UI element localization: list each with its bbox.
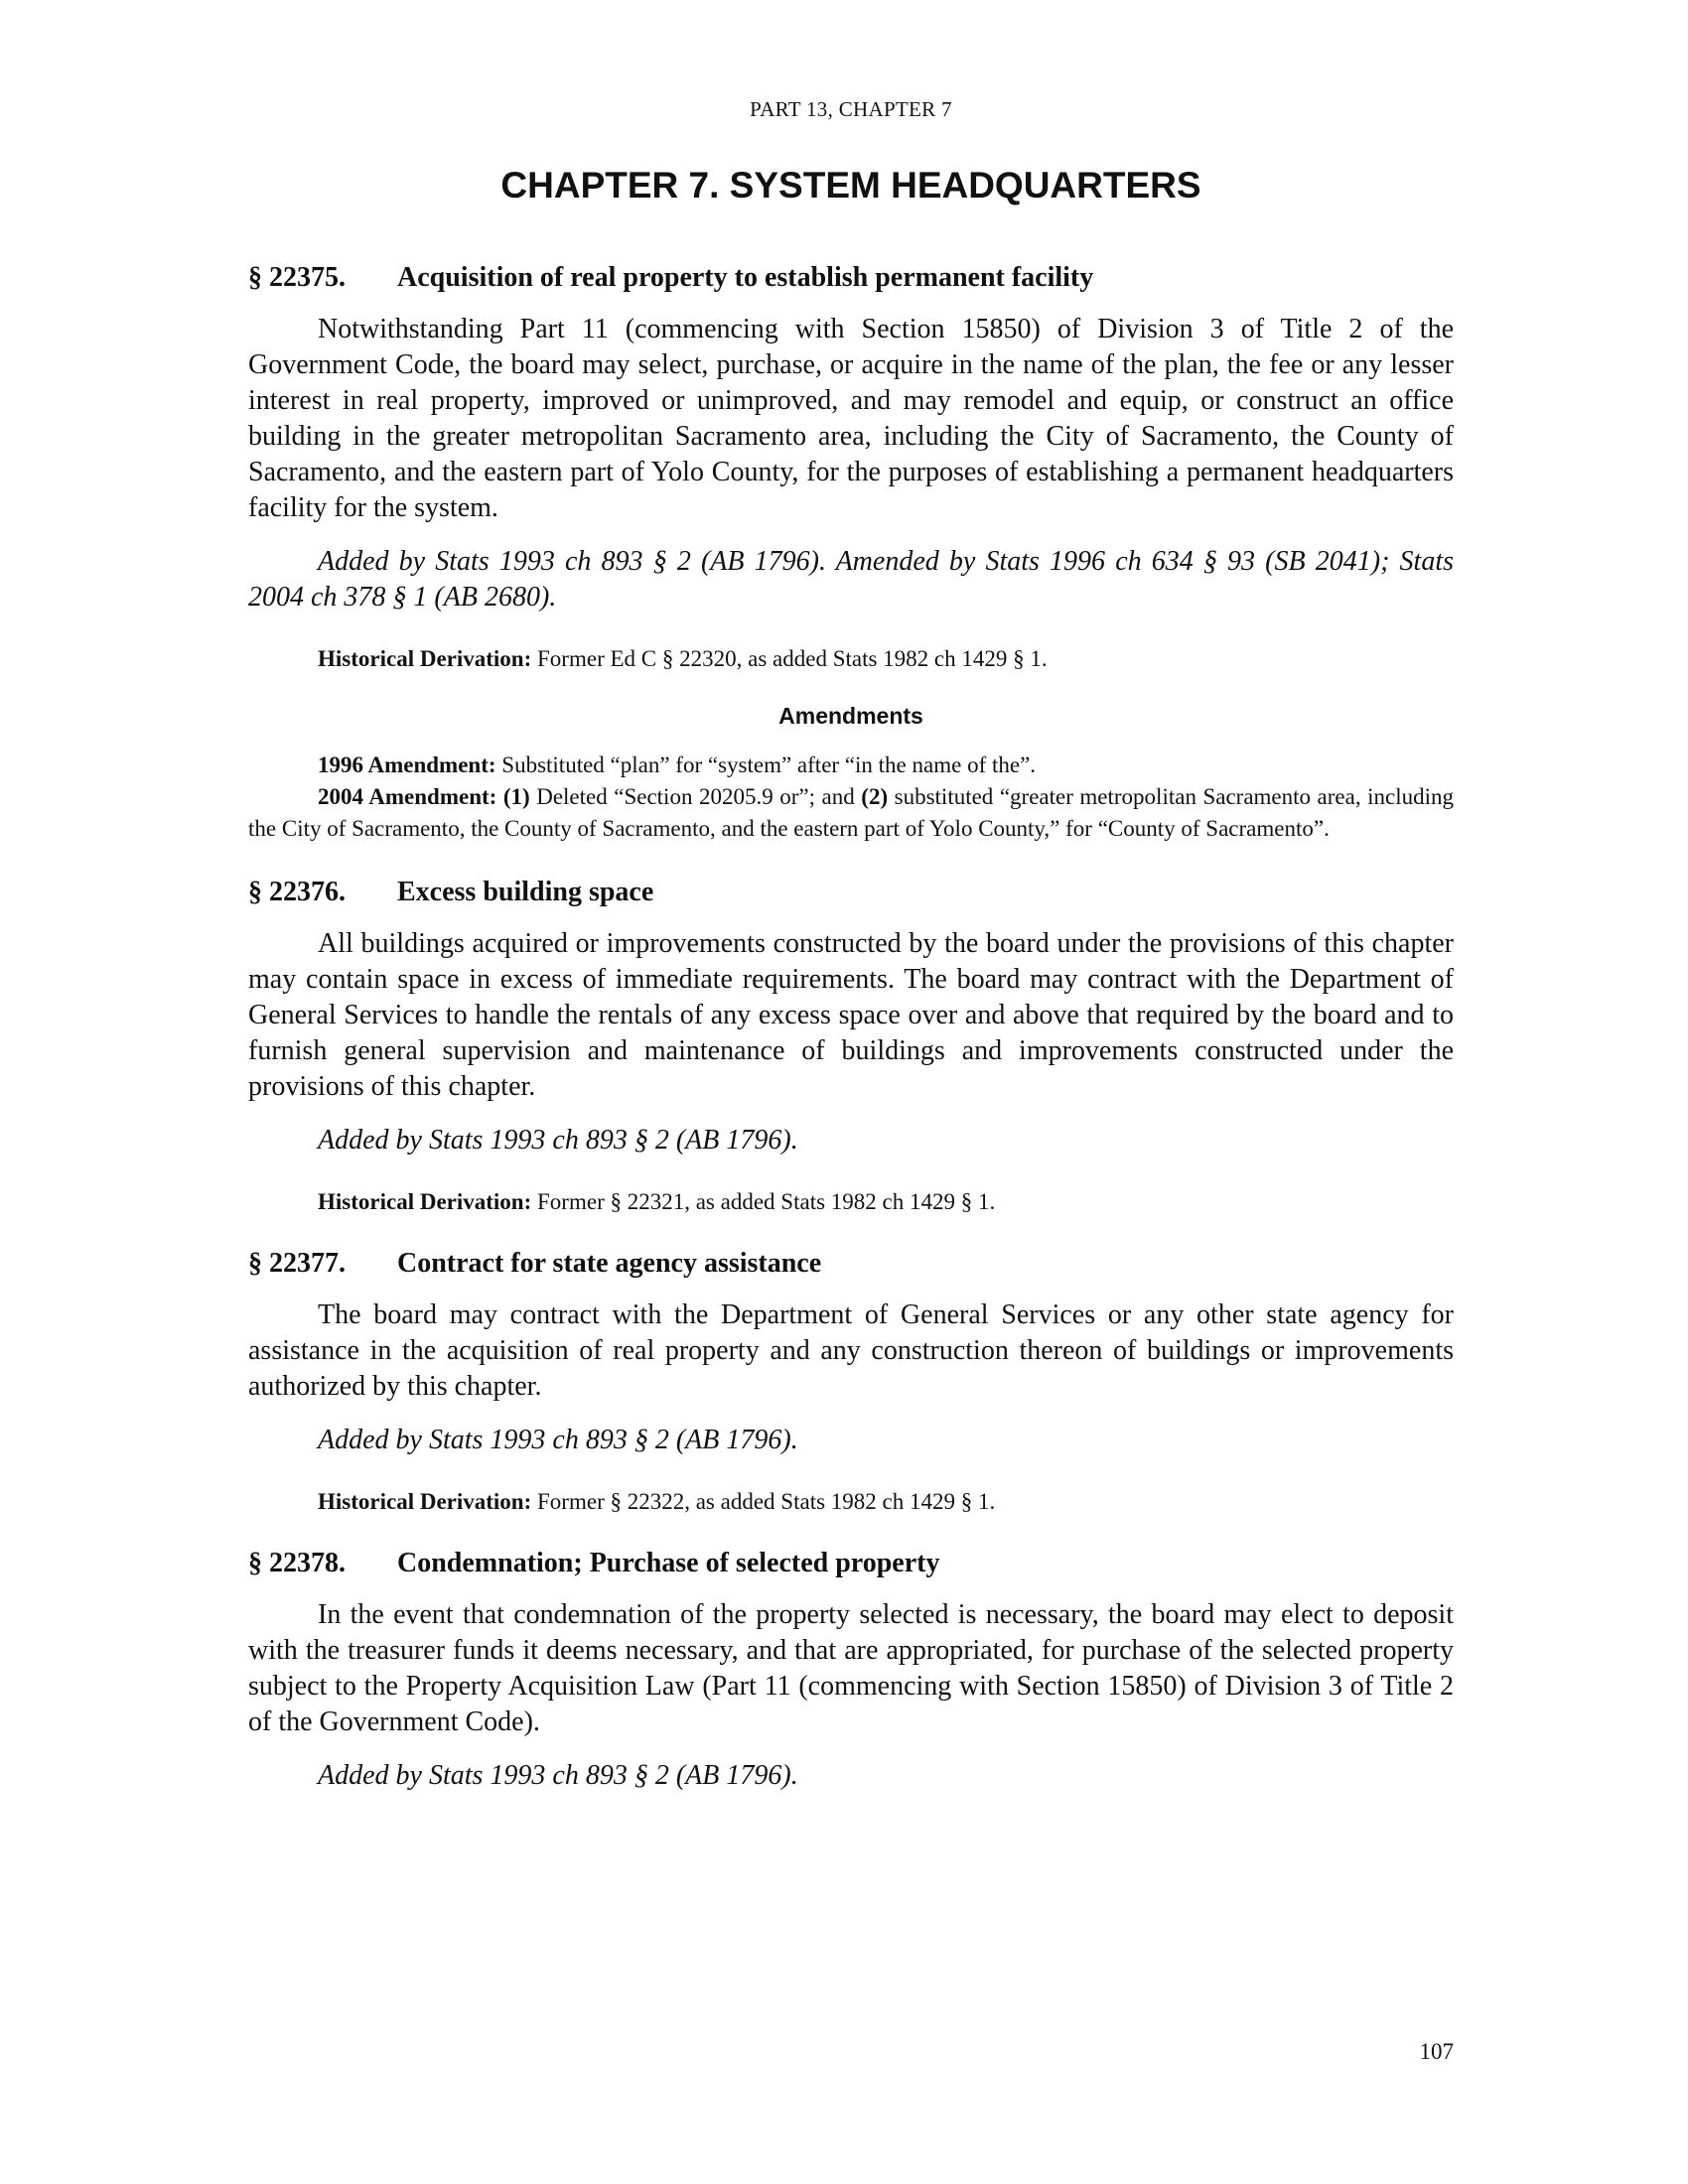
section-body: All buildings acquired or improvements constructed by the board under the provisions of this chapter may contain space in excess of immediate requirements. The board may contract with the Department of General Services to handle the rentals of any excess space over and above that required by the board and to furnish general supervision and maintenance of buildings and improvements constructed under the provisions of this chapter. xyxy=(248,928,1454,1102)
amendment-2004 xyxy=(248,781,1454,845)
amendment-2004-item-1-text: Deleted “Section 20205.9 or”; and xyxy=(536,784,855,809)
document-page xyxy=(248,0,1454,2184)
historical-derivation-label: Historical Derivation: xyxy=(318,646,532,671)
section-heading xyxy=(248,1246,1454,1282)
chapter-content xyxy=(248,260,1454,1822)
section-22375 xyxy=(248,260,1454,845)
historical-derivation-text: Former Ed C § 22320, as added Stats 1982 ch 1429 § 1. xyxy=(537,646,1048,671)
section-title: Condemnation; Purchase of selected property xyxy=(397,1548,940,1578)
section-22377 xyxy=(248,1246,1454,1518)
section-heading xyxy=(248,1546,1454,1581)
section-heading xyxy=(248,875,1454,910)
section-number: § 22377. xyxy=(248,1248,346,1279)
historical-derivation-label: Historical Derivation: xyxy=(318,1189,532,1214)
page-number: 107 xyxy=(1419,2039,1454,2064)
running-head: PART 13, CHAPTER 7 xyxy=(750,97,952,121)
amendment-2004-item-2-number: (2) xyxy=(861,784,889,809)
section-number: § 22376. xyxy=(248,877,346,907)
section-body: Notwithstanding Part 11 (commencing with Section 15850) of Division 3 of Title 2 of the Government Code, the board may select, purchase, or acquire in the name of the plan, the fee or any lesser interest in real property, improved or unimproved, and may remodel and equip, or construct an office building in the greater metropolitan Sacramento area, including the City of Sacramento, the County of Sacramento, and the eastern part of Yolo County, for the purposes of establishing a permanent headquarters facility for the system. xyxy=(248,314,1454,523)
history-note: Added by Stats 1993 ch 893 § 2 (AB 1796). xyxy=(318,1425,798,1455)
chapter-title: CHAPTER 7. SYSTEM HEADQUARTERS xyxy=(500,165,1201,205)
history-note: Added by Stats 1993 ch 893 § 2 (AB 1796). xyxy=(318,1125,798,1156)
amendment-2004-label: 2004 Amendment: xyxy=(318,784,497,809)
section-number: § 22375. xyxy=(248,262,346,293)
amendment-2004-item-1-number: (1) xyxy=(502,784,530,809)
historical-derivation xyxy=(248,1486,1454,1518)
section-22378 xyxy=(248,1546,1454,1794)
amendment-1996 xyxy=(248,750,1454,781)
section-heading xyxy=(248,260,1454,296)
historical-derivation-text: Former § 22321, as added Stats 1982 ch 1429 § 1. xyxy=(537,1189,996,1214)
section-title: Excess building space xyxy=(397,877,654,907)
amendments-list xyxy=(248,750,1454,845)
historical-derivation xyxy=(248,643,1454,675)
section-body: The board may contract with the Department of General Services or any other state agency for assistance in the acquisition of real property and any construction thereon of buildings or improvements authorized by this chapter. xyxy=(248,1299,1454,1402)
history-note: Added by Stats 1993 ch 893 § 2 (AB 1796). xyxy=(318,1760,798,1791)
section-22376 xyxy=(248,875,1454,1218)
amendment-1996-label: 1996 Amendment: xyxy=(318,752,496,777)
amendment-1996-text: Substituted “plan” for “system” after “in the name of the”. xyxy=(501,752,1037,777)
history-note: Added by Stats 1993 ch 893 § 2 (AB 1796). Amended by Stats 1996 ch 634 § 93 (SB 2041); Stats 2004 ch 378 § 1 (AB 2680). xyxy=(248,546,1454,613)
section-title: Acquisition of real property to establish permanent facility xyxy=(397,262,1094,293)
section-body: In the event that condemnation of the property selected is necessary, the board may elect to deposit with the treasurer funds it deems necessary, and that are appropriated, for purchase of the selected property subject to the Property Acquisition Law (Part 11 (commencing with Section 15850) of Division 3 of Title 2 of the Government Code). xyxy=(248,1599,1454,1737)
historical-derivation-text: Former § 22322, as added Stats 1982 ch 1429 § 1. xyxy=(537,1489,996,1514)
historical-derivation-label: Historical Derivation: xyxy=(318,1489,532,1514)
section-number: § 22378. xyxy=(248,1548,346,1578)
section-title: Contract for state agency assistance xyxy=(397,1248,822,1279)
amendments-heading: Amendments xyxy=(778,703,923,729)
amendment-2004-item-2-text: substituted “greater metropolitan Sacramento area, including the City of Sacramento, the County of Sacramento, and the eastern part of Yolo County,” for “County of Sacramento”. xyxy=(248,784,1455,841)
historical-derivation xyxy=(248,1186,1454,1218)
